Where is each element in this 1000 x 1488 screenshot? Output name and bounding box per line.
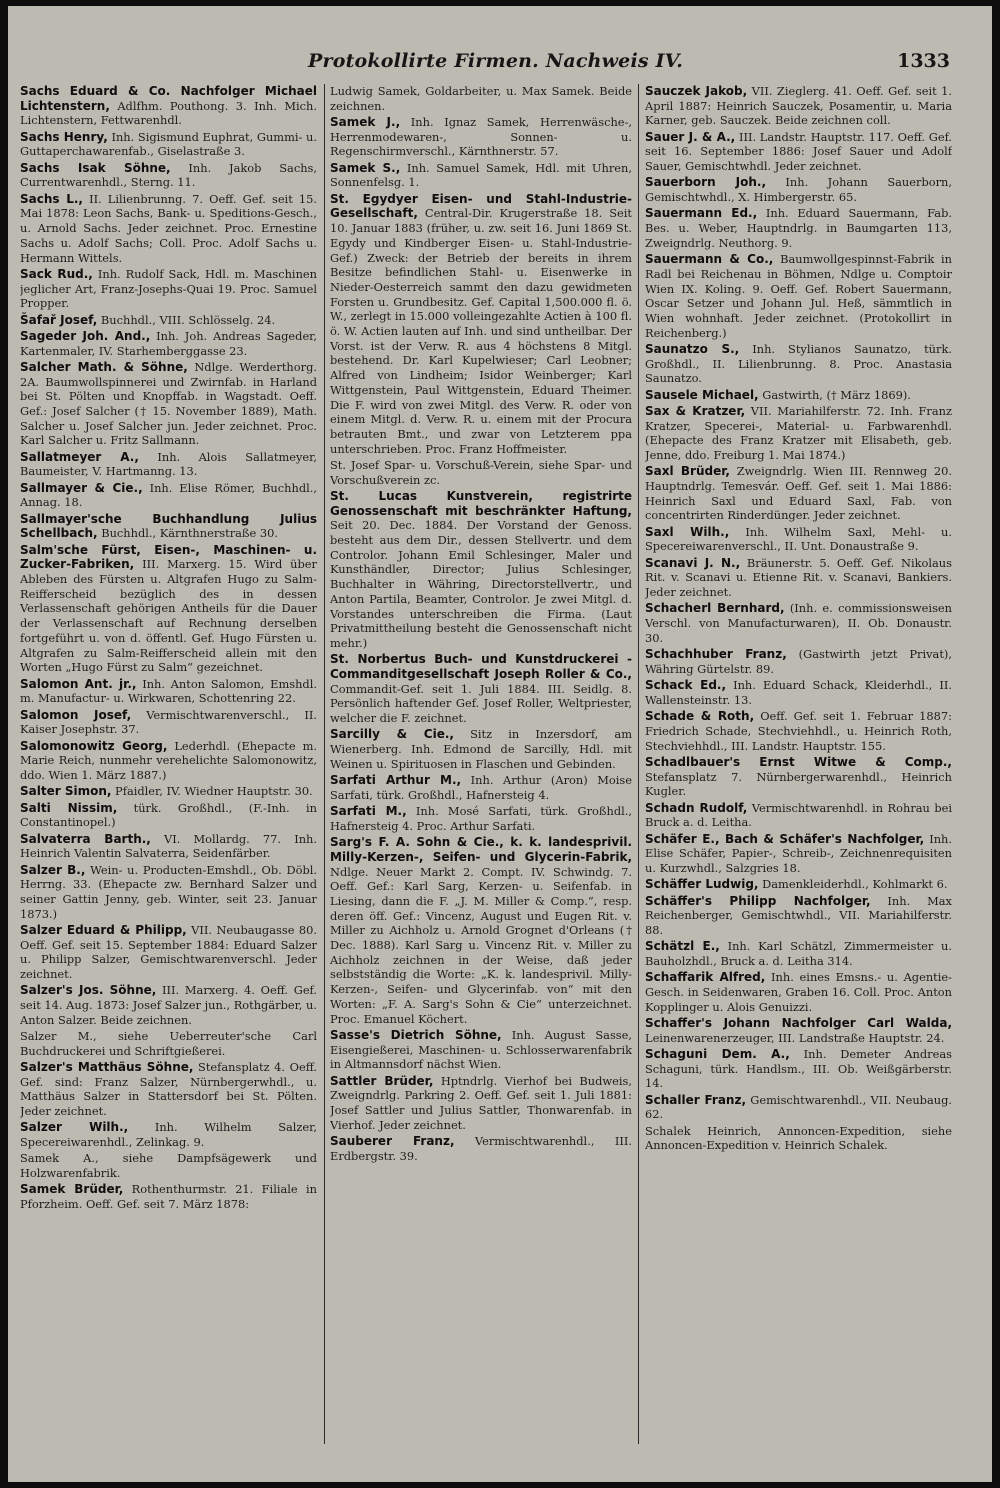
firm-name: Schadn Rudolf, [645, 800, 748, 815]
directory-entry [645, 1093, 952, 1122]
directory-entry [645, 709, 952, 753]
firm-name: Salzer Wilh., [20, 1120, 129, 1135]
entry-text: Vermischtwarenverschl., II. Kaiser Josephstr. 37. [20, 707, 317, 737]
directory-entry [645, 252, 952, 340]
entry-text: (Inh. e. commissionsweisen Verschl. von Manufacturwaren), II. Ob. Donaustr. 30. [645, 601, 952, 645]
firm-name: Sax & Kratzer, [645, 403, 746, 418]
entry-text: Inh. Max Reichenberger, Gemischtwhdl., VII. Mariahilferstr. 88. [645, 893, 952, 937]
firm-name: Samek Brüder, [20, 1182, 124, 1197]
firm-name: Sauerborn Joh., [645, 175, 766, 190]
entry-text: Inh. Elise Schäfer, Papier-, Schreib-, Zeichnenrequisiten u. Kurzwhdl., Salzgries 18. [645, 831, 952, 875]
directory-entry [645, 832, 952, 876]
directory-entry [20, 1151, 317, 1180]
firm-name: Schadlbauer's Ernst Witwe & Comp., [645, 754, 952, 769]
entry-text: Inh. Ignaz Samek, Herrenwäsche-, Herrenmodewaren-, Sonnen- u. Regenschirmverschl., Kärnthnerstr. 57. [330, 115, 632, 159]
directory-entry [20, 450, 317, 479]
directory-entry [645, 647, 952, 676]
entry-text: Rothenthurmstr. 21. Filiale in Pforzheim. Oeff. Gef. seit 7. März 1878: [20, 1182, 317, 1212]
directory-entry [20, 677, 317, 706]
directory-entry [20, 923, 317, 982]
firm-name: Sauer J. & A., [645, 129, 736, 144]
entry-text: Inh. Wilhelm Salzer, Specereiwarenhdl., Zelinkag. 9. [20, 1120, 317, 1150]
directory-entry [645, 130, 952, 174]
directory-entry [20, 84, 317, 128]
column-right [645, 84, 952, 1444]
firm-name: Sack Rud., [20, 266, 93, 281]
entry-text: Inh. Karl Schätzl, Zimmermeister u. Bauholzhdl., Bruck a. d. Leitha 314. [645, 939, 952, 968]
directory-entry [645, 525, 952, 554]
entry-text: Vermischtwarenhdl. in Rohrau bei Bruck a. d. Leitha. [645, 800, 952, 830]
entry-text: VII. Mariahilferstr. 72. Inh. Franz Kratzer, Specerei-, Material- u. Farbwarenhdl. (Ehepacte des Franz Kratzer mit Elisabeth, geb. Jenne, ddo. Freiburg 1. Mai 1874.) [645, 403, 952, 463]
entry-text: Inh. Sigismund Euphrat, Gummi- u. Guttaperchawarenfab., Giselastraße 3. [20, 129, 317, 159]
column-divider [324, 84, 325, 1444]
firm-name: Šafař Josef, [20, 312, 98, 327]
entry-text: Inh. Jakob Sachs, Currentwarenhdl., Sterng. 11. [20, 160, 317, 190]
directory-entry [330, 727, 632, 771]
directory-entry [330, 804, 632, 833]
firm-name: Saxl Wilh., [645, 524, 730, 539]
entry-text: Commandit-Gef. seit 1. Juli 1884. III. Seidlg. 8. Persönlich haftender Gef. Josef Roller, Weltpriester, welcher die F. zeichnet. [330, 681, 632, 726]
directory-entry [645, 464, 952, 523]
firm-name: Salzer's Jos. Söhne, [20, 983, 157, 998]
entry-text: Inh. Samuel Samek, Hdl. mit Uhren, Sonnenfelsg. 1. [330, 160, 632, 190]
entry-text: Schalek Heinrich, Annoncen-Expedition, siehe Annoncen-Expedition v. Heinrich Schalek. [645, 1123, 952, 1153]
directory-entry [330, 1028, 632, 1072]
entry-text: Central-Dir. Krugerstraße 18. Seit 10. Januar 1883 (früher, u. zw. seit 16. Juni 1869 St. Egydy und Kindberger Eisen- u. Stahl-Industrie-Gef.) Zweck: der Betrieb der bereits in ihrem Besitze befindlichen Stahl- u. Eisenwerke in Nieder-Oesterreich sammt den dazu gewidmeten Forsten u. Grundbesitz. Gef. Capital 1,500.000 fl. ö. W., zerlegt in 15.000 volleingezahlte Actien à 100 fl. ö. W. Actien lauten auf Inh. und sind untheilbar. Der Vorst. ist der Verw. R. aus 4 höchstens 8 Mitgl. bestehend. Dr. Karl Kupelwieser; Carl Leobner; Alfred von Lindheim; Isidor Weinberger; Karl Wittgenstein, Paul Wittgenstein, Eduard Theimer. Die F. wird von zwei Mitgl. des Verw. R. oder von einem Mitgl. d. Verw. R. u. einem mit der Procura betrauten Bmt., und zwar von Letzterem ppa unterschrieben. Proc. Franz Hoffmeister. [330, 206, 632, 456]
directory-entry [645, 556, 952, 600]
firm-name: Sarg's F. A. Sohn & Cie., k. k. landesprivil. Milly-Kerzen-, Seifen- und Glycerin-Fabrik, [330, 835, 632, 864]
firm-name: Sallmayer & Cie., [20, 480, 143, 495]
directory-entry [20, 784, 317, 799]
directory-entry [20, 481, 317, 510]
directory-entry [330, 458, 632, 487]
entry-text: Sitz in Inzersdorf, am Wienerberg. Inh. Edmond de Sarcilly, Hdl. mit Weinen u. Spirituosen in Flaschen und Gebinden. [330, 727, 632, 771]
entry-text: Inh. Johann Sauerborn, Gemischtwhdl., X. Himbergerstr. 65. [645, 175, 952, 205]
firm-name: Sageder Joh. And., [20, 328, 151, 343]
firm-name: Schaguni Dem. A., [645, 1046, 790, 1061]
page-number: 1333 [897, 50, 950, 72]
firm-name: Sachs Isak Söhne, [20, 160, 171, 175]
directory-entry [330, 652, 632, 726]
directory-entry [20, 543, 317, 675]
directory-entry [645, 1047, 952, 1091]
firm-name: Schacherl Bernhard, [645, 601, 785, 616]
entry-text: Lederhdl. (Ehepacte m. Marie Reich, nunmehr verehelichte Salomonowitz, ddo. Wien 1. März 1887.) [20, 738, 317, 782]
entry-text: Inh. Joh. Andreas Sageder, Kartenmaler, IV. Starhemberggasse 23. [20, 328, 317, 358]
firm-name: Samek S., [330, 160, 401, 175]
directory-entry [20, 1029, 317, 1058]
firm-name: Sauermann & Co., [645, 252, 774, 267]
entry-text: türk. Großhdl., (F.-Inh. in Constantinopel.) [20, 800, 317, 830]
entry-text: VI. Mollardg. 77. Inh. Heinrich Valentin Salvaterra, Seidenfärber. [20, 831, 317, 861]
firm-name: Salzer B., [20, 862, 86, 877]
directory-entry [20, 739, 317, 783]
directory-entry [20, 267, 317, 311]
directory-entry [645, 755, 952, 799]
entry-text: Damenkleiderhdl., Kohlmarkt 6. [758, 877, 948, 892]
entry-text: Vermischtwarenhdl., III. Erdbergstr. 39. [330, 1133, 632, 1163]
firm-name: Sattler Brüder, [330, 1073, 434, 1088]
firm-name: Sachs Eduard & Co. Nachfolger Michael Lichtenstern, [20, 84, 317, 113]
firm-name: Salm'sche Fürst, Eisen-, Maschinen- u. Zucker-Fabriken, [20, 542, 317, 572]
entry-text: Buchhdl., VIII. Schlösselg. 24. [97, 312, 276, 327]
entry-text: St. Josef Spar- u. Vorschuß-Verein, siehe Spar- und Vorschußverein zc. [330, 457, 632, 487]
directory-entry [330, 1074, 632, 1133]
directory-entry [330, 489, 632, 651]
firm-name: Schade & Roth, [645, 709, 755, 724]
firm-name: Saunatzo S., [645, 341, 740, 356]
directory-entry [330, 115, 632, 159]
entry-text: Inh. Eduard Schack, Kleiderhdl., II. Wallensteinstr. 13. [645, 678, 952, 707]
firm-name: Salzer Eduard & Philipp, [20, 922, 187, 937]
entry-text: Inh. Eduard Sauermann, Fab. Bes. u. Weber, Hauptndrlg. in Baumgarten 113, Zweigndrlg. Neuthorg. 9. [645, 206, 952, 250]
directory-entry [20, 863, 317, 922]
directory-entry [20, 1120, 317, 1149]
entry-text: Stefansplatz 4. Oeff. Gef. sind: Franz Salzer, Nürnbergerwhdl., u. Matthäus Salzer in Stattersdorf bei St. Pölten. Jeder zeichnet. [20, 1060, 317, 1119]
firm-name: Schachhuber Franz, [645, 647, 787, 662]
firm-name: Salvaterra Barth., [20, 831, 151, 846]
page-title: Protokollirte Firmen. Nachweis IV. [308, 50, 684, 72]
firm-name: Schaffarik Alfred, [645, 970, 766, 985]
firm-name: Sarcilly & Cie., [330, 727, 454, 742]
directory-entry [20, 130, 317, 159]
directory-entry [20, 161, 317, 190]
directory-entry [645, 678, 952, 707]
firm-name: Sausele Michael, [645, 387, 759, 402]
directory-entry [645, 388, 952, 403]
entry-text: Inh. Mosé Sarfati, türk. Großhdl., Hafnersteig 4. Proc. Arthur Sarfati. [330, 804, 632, 833]
firm-name: Schaffer's Johann Nachfolger Carl Walda, [645, 1015, 952, 1030]
entry-text: III. Marxerg. 15. Wird über Ableben des Fürsten u. Altgrafen Hugo zu Salm-Reifferscheid bezüglich des in dessen Verlassenschaft gehörigen Antheils für die Dauer der Verlassenschaft auf Rechnung derselben fortgeführt u. von d. öffentl. Gef. Hugo Fürsten u. Altgrafen zu Salm-Reifferscheid allein mit den Worten „Hugo Fürst zu Salm“ gezeichnet. [20, 557, 317, 675]
directory-entry [645, 970, 952, 1014]
entry-text: Inh. Wilhelm Saxl, Mehl- u. Specereiwarenverschl., II. Unt. Donaustraße 9. [645, 524, 952, 554]
firm-name: Schäfer E., Bach & Schäfer's Nachfolger, [645, 831, 925, 846]
firm-name: Schäffer's Philipp Nachfolger, [645, 893, 871, 908]
directory-entry [645, 206, 952, 250]
entry-text: Inh. Arthur (Aron) Moise Sarfati, türk. Großhdl., Hafnersteig 4. [330, 773, 632, 802]
directory-entry [330, 192, 632, 457]
directory-entry [645, 801, 952, 830]
entry-text: Stefansplatz 7. Nürnbergerwarenhdl., Heinrich Kugler. [645, 769, 952, 799]
entry-text: Ndlge. Werderthorg. 2A. Baumwollspinnerei und Zwirnfab. in Harland bei St. Pölten und Knopffab. in Wagstadt. Oeff. Gef.: Josef Salcher († 15. November 1889), Math. Salcher u. Josef Salcher jun. Jeder zeichnet. Proc. Karl Salcher u. Fritz Sallmann. [20, 359, 317, 448]
firm-name: Saxl Brüder, [645, 464, 730, 479]
entry-text: III. Landstr. Hauptstr. 117. Oeff. Gef. seit 16. September 1886: Josef Sauer und Adolf Sauer, Gemischtwhdl. Jeder zeichnet. [645, 129, 952, 174]
firm-name: Salomon Ant. jr., [20, 676, 137, 691]
directory-entry [645, 175, 952, 204]
entry-text: VII. Neubaugasse 80. Oeff. Gef. seit 15. September 1884: Eduard Salzer u. Philipp Salzer, Gemischtwarenverschl. Jeder zeichnet. [20, 922, 317, 982]
entry-text: Baumwollgespinnst-Fabrik in Radl bei Reichenau in Böhmen, Ndlge u. Comptoir Wien IX. Koling. 9. Oeff. Gef. Robert Sauermann, Oscar Setzer und Johann Jul. Heß, sämmtlich in Wien wohnhaft. Jeder zeichnet. (Protokollirt in Reichenberg.) [645, 252, 952, 340]
directory-entry [20, 832, 317, 861]
directory-entry [330, 84, 632, 113]
firm-name: Salomonowitz Georg, [20, 738, 168, 753]
entry-text: Inh. Demeter Andreas Schaguni, türk. Handlsm., III. Ob. Weißgärberstr. 14. [645, 1046, 952, 1091]
directory-entry [20, 360, 317, 448]
directory-entry [645, 877, 952, 892]
firm-name: Schack Ed., [645, 678, 727, 693]
firm-name: Sallmayer'sche Buchhandlung Julius Schellbach, [20, 511, 317, 541]
directory-entry [645, 1016, 952, 1045]
entry-text: Buchhdl., Kärnthnerstraße 30. [97, 526, 279, 541]
firm-name: Sachs L., [20, 191, 83, 206]
entry-text: Wein- u. Producten-Emshdl., Ob. Döbl. Herrng. 33. (Ehepacte zw. Bernhard Salzer und seiner Gattin Jenny, geb. Winter, seit 23. Januar 1873.) [20, 862, 317, 921]
entry-text: Gastwirth, († März 1869). [758, 387, 911, 402]
directory-entry [645, 601, 952, 645]
directory-entry [645, 894, 952, 938]
directory-entry [20, 512, 317, 541]
firm-name: Schäffer Ludwig, [645, 877, 759, 892]
firm-name: Sachs Henry, [20, 129, 108, 144]
entry-text: Salzer M., siehe Ueberreuter'sche Carl Buchdruckerei und Schriftgießerei. [20, 1029, 317, 1058]
entry-text: Inh. Alois Sallatmeyer, Baumeister, V. Hartmanng. 13. [20, 449, 317, 479]
directory-entry [330, 1134, 632, 1163]
directory-entry [20, 801, 317, 830]
column-left [20, 84, 317, 1444]
entry-text: Ndlge. Neuer Markt 2. Compt. IV. Schwindg. 7. Oeff. Gef.: Karl Sarg, Kerzen- u. Seifenfab. in Liesing, dann die F. „J. M. Miller & Comp.“, resp. deren öff. Gef.: Vincenz, August und Eugen Rit. v. Miller zu Aichholz u. Arnold Grognet d'Orleans († Dec. 1888). Karl Sarg u. Vincenz Rit. v. Miller zu Aichholz zeichnen in der Weise, daß jeder selbstständig die Worte: „K. k. landesprivil. Milly-Kerzen-, Seifen- und Glycerinfab. von“ mit den Worten: „F. A. Sarg's Sohn & Cie“ unterzeichnet. Proc. Emanuel Köchert. [330, 864, 632, 1026]
directory-entry [20, 1060, 317, 1119]
firm-name: Salzer's Matthäus Söhne, [20, 1060, 194, 1075]
entry-text: III. Marxerg. 4. Oeff. Gef. seit 14. Aug. 1873: Josef Salzer jun., Rothgärber, u. Anton Salzer. Beide zeichnen. [20, 983, 317, 1027]
directory-entry [20, 1182, 317, 1211]
entry-text: Pfaidler, IV. Wiedner Hauptstr. 30. [111, 784, 313, 799]
entry-text: Seit 20. Dec. 1884. Der Vorstand der Genoss. besteht aus dem Dir., dessen Stellvertr. und dem Controlor. Johann Emil Schlesinger, Maler und Kunsthändler, Director; Julius Schlesinger, Buchhalter in Währing, Directorstellvertr., und Anton Partila, Beamter, Controlor. Je zwei Mitgl. d. Vorstandes unterschreiben die Firma. (Laut Privatmittheilung besteht die Genossenschaft nicht mehr.) [330, 518, 632, 650]
firm-name: Scanavi J. N., [645, 555, 741, 570]
entry-text: Inh. Stylianos Saunatzo, türk. Großhdl., II. Lilienbrunng. 8. Proc. Anastasia Saunatzo. [645, 341, 952, 386]
directory-entry [645, 84, 952, 128]
entry-text: Hptndrlg. Vierhof bei Budweis, Zweigndrlg. Parkring 2. Oeff. Gef. seit 1. Juli 1881: Josef Sattler und Julius Sattler, Thonwarenfab. in Vierhof. Jeder zeichnet. [330, 1073, 632, 1132]
entry-text: Adlfhm. Pouthong. 3. Inh. Mich. Lichtenstern, Fettwarenhdl. [20, 98, 317, 128]
entry-text: II. Lilienbrunng. 7. Oeff. Gef. seit 15. Mai 1878: Leon Sachs, Bank- u. Speditions-Gesch., u. Arnold Sachs. Jeder zeichnet. Proc. Ernestine Sachs u. Adolf Sachs; Coll. Proc. Adolf Sachs u. Hermann Wittels. [20, 191, 317, 265]
entry-text: Inh. Elise Römer, Buchhdl., Annag. 18. [20, 480, 317, 510]
directory-entry [330, 835, 632, 1026]
firm-name: St. Lucas Kunstverein, registrirte Genossenschaft mit beschränkter Haftung, [330, 488, 632, 518]
firm-name: Sauberer Franz, [330, 1133, 455, 1148]
firm-name: Sauczek Jakob, [645, 84, 748, 98]
firm-name: St. Egydyer Eisen- und Stahl-Industrie-Gesellschaft, [330, 191, 632, 221]
entry-text: Gemischtwarenhdl., VII. Neubaug. 62. [645, 1092, 952, 1122]
firm-name: Salter Simon, [20, 784, 112, 799]
directory-entry [20, 313, 317, 328]
firm-name: Sasse's Dietrich Söhne, [330, 1027, 502, 1042]
directory-entry [20, 329, 317, 358]
directory-entry [330, 773, 632, 802]
firm-name: St. Norbertus Buch- und Kunstdruckerei - Commanditgesellschaft Joseph Roller & Co., [330, 652, 632, 681]
firm-name: Salti Nissim, [20, 800, 118, 815]
column-divider [638, 84, 639, 1444]
entry-text: Zweigndrlg. Wien III. Rennweg 20. Hauptndrlg. Temesvár. Oeff. Gef. seit 1. Mai 1886: Heinrich Saxl und Eduard Saxl, Fab. von concentrirten Rinderdünger. Jeder zeichnet. [645, 464, 952, 523]
firm-name: Sarfati M., [330, 804, 407, 819]
firm-name: Salcher Math. & Söhne, [20, 359, 188, 374]
entry-text: Bräunerstr. 5. Oeff. Gef. Nikolaus Rit. v. Scanavi u. Etienne Rit. v. Scanavi, Bankiers. Jeder zeichnet. [645, 555, 952, 600]
page-header [8, 50, 992, 80]
directory-entry [645, 342, 952, 386]
directory-entry [20, 983, 317, 1027]
directory-entry [645, 404, 952, 463]
directory-entry [645, 1124, 952, 1153]
firm-name: Schaller Franz, [645, 1092, 747, 1107]
directory-entry [20, 192, 317, 266]
entry-text: (Gastwirth jetzt Privat), Währing Gürtelstr. 89. [645, 647, 952, 676]
entry-text: Oeff. Gef. seit 1. Februar 1887: Friedrich Schade, Stechviehhdl., u. Heinrich Roth, Stechviehhdl., III. Landstr. Hauptstr. 155. [645, 709, 952, 753]
directory-entry [645, 939, 952, 968]
directory-entry [20, 708, 317, 737]
directory-entry [330, 161, 632, 190]
column-middle [330, 84, 632, 1444]
entry-text: Leinenwarenerzeuger, III. Landstraße Hauptstr. 24. [645, 1030, 945, 1045]
entry-text: VII. Zieglerg. 41. Oeff. Gef. seit 1. April 1887: Heinrich Sauczek, Posamentir, u. Maria Karner, geb. Sauczek. Beide zeichnen coll. [645, 84, 952, 128]
firm-name: Sarfati Arthur M., [330, 773, 462, 788]
entry-text: Inh. August Sasse, Eisengießerei, Maschinen- u. Schlosserwarenfabrik in Altmannsdorf nächst Wien. [330, 1027, 632, 1072]
entry-text: Inh. Rudolf Sack, Hdl. m. Maschinen jeglicher Art, Franz-Josephs-Quai 19. Proc. Samuel Propper. [20, 266, 317, 311]
entry-text: Ludwig Samek, Goldarbeiter, u. Max Samek. Beide zeichnen. [330, 84, 632, 113]
entry-text: Samek A., siehe Dampfsägewerk und Holzwarenfabrik. [20, 1151, 317, 1181]
firm-name: Schätzl E., [645, 939, 720, 954]
firm-name: Samek J., [330, 115, 401, 129]
firm-name: Sauermann Ed., [645, 206, 758, 221]
firm-name: Sallatmeyer A., [20, 449, 139, 464]
directory-page [8, 6, 992, 1482]
firm-name: Salomon Josef, [20, 707, 132, 722]
entry-text: Inh. Anton Salomon, Emshdl. m. Manufactur- u. Wirkwaren, Schottenring 22. [20, 676, 317, 706]
entry-text: Inh. eines Emsns.- u. Agentie-Gesch. in Seidenwaren, Graben 16. Coll. Proc. Anton Kopplinger u. Alois Genuizzi. [645, 970, 952, 1014]
